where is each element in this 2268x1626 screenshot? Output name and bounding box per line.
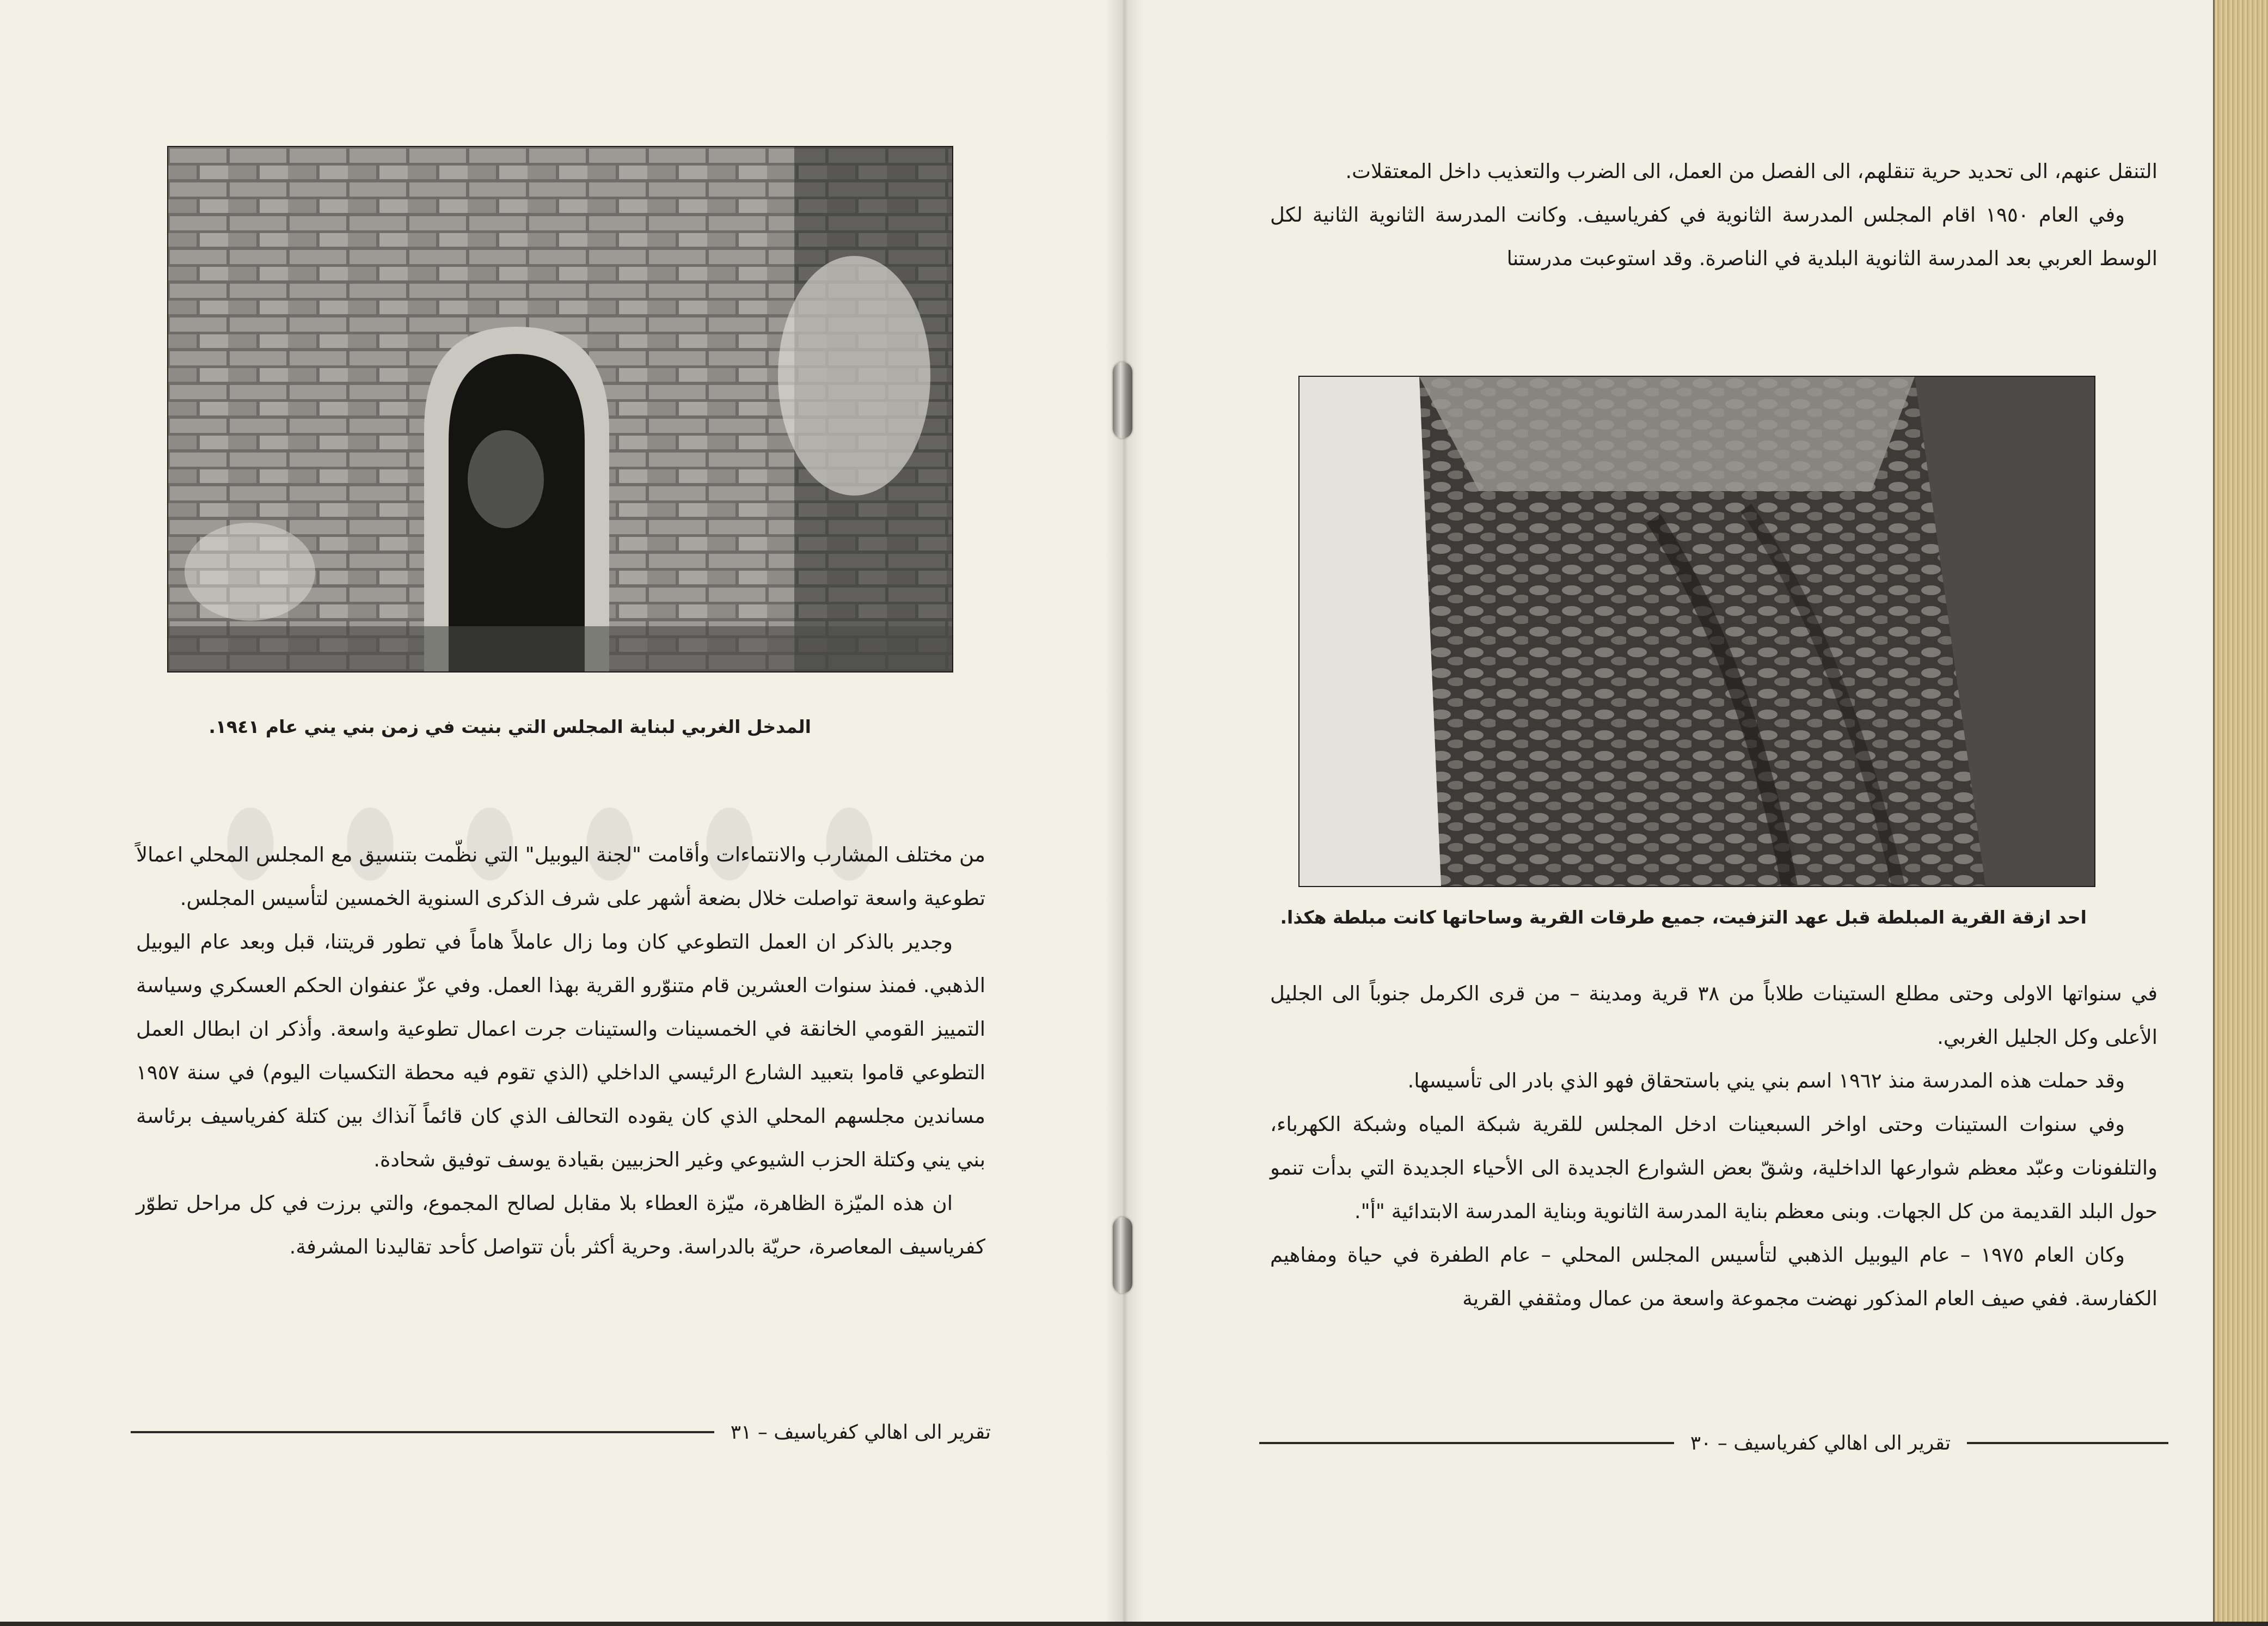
right-footer-rule-left xyxy=(1259,1442,1674,1444)
left-photo-caption: المدخل الغربي لبناية المجلس التي بنيت في زمن بني يني عام ١٩٤١. xyxy=(209,716,811,737)
left-paragraph-1: من مختلف المشارب والانتماءات وأقامت "لجنة اليوبيل" التي نظّمت بتنسيق مع المجلس المحلي اعمالاً تطوعية واسعة تواصلت خلال بضعة أشهر على شرف الذكرى السنوية الخمسين لتأسيس المجلس. xyxy=(136,843,985,910)
right-page-footer xyxy=(1259,1427,2168,1459)
left-footer-running-title: تقرير الى اهالي كفرياسيف – ٣١ xyxy=(730,1421,991,1444)
right-paragraph-5: وفي سنوات الستينات وحتى اواخر السبعينات ادخل المجلس للقرية شبكة المياه وشبكة الكهرباء، والتلفونات وعبّد معظم شوارعها الداخلية، وشقّ بعض الشوارع الجديدة الى الأحياء الجديدة التي بدأت تنمو حول البلد القديمة من كل الجهات. وبنى معظم بناية المدرسة الثانوية وبناية المدرسة الابتدائية "أ". xyxy=(1270,1112,2157,1223)
left-paragraph-3: ان هذه الميّزة الظاهرة، ميّزة العطاء بلا مقابل لصالح المجموع، والتي برزت في كل مراحل تطوّر كفرياسيف المعاصرة، حريّة بالدراسة. وحرية أكثر بأن تتواصل كأحد تقاليدنا المشرفة. xyxy=(136,1191,985,1258)
right-footer-rule-right xyxy=(1967,1442,2168,1444)
paved-alley-image xyxy=(1299,377,2094,886)
right-paragraph-6: وكان العام ١٩٧٥ – عام اليوبيل الذهبي لتأسيس المجلس المحلي – عام الطفرة في حياة ومفاهيم الكفارسة. ففي صيف العام المذكور نهضت مجموعة واسعة من عمال ومثقفي القرية xyxy=(1270,1243,2157,1310)
right-page xyxy=(1123,0,2215,1626)
page-edge-stack xyxy=(2213,0,2268,1626)
right-paragraph-1: التنقل عنهم، الى تحديد حرية تنقلهم، الى الفصل من العمل، الى الضرب والتعذيب داخل المعتقلات. xyxy=(1345,160,2157,183)
right-paragraph-3: في سنواتها الاولى وحتى مطلع الستينات طلاباً من ٣٨ قرية ومدينة – من قرى الكرمل جنوباً الى الجليل الأعلى وكل الجليل الغربي. xyxy=(1270,982,2158,1049)
right-page-body-text-top xyxy=(1270,150,2157,280)
right-photo-caption: احد ازقة القرية المبلطة قبل عهد التزفيت، جميع طرقات القرية وساحاتها كانت مبلطة هكذا. xyxy=(1280,907,2087,928)
right-paragraph-2: وفي العام ١٩٥٠ اقام المجلس المدرسة الثانوية في كفرياسيف. وكانت المدرسة الثانوية الثانية لكل الوسط العربي بعد المدرسة الثانوية البلدية في الناصرة. وقد استوعبت مدرستنا xyxy=(1270,203,2157,270)
book-gutter xyxy=(1105,0,1143,1626)
left-page-photo-arched-entrance xyxy=(167,146,953,673)
right-page-body-text-bottom xyxy=(1270,972,2157,1321)
staple-top xyxy=(1113,362,1132,438)
left-footer-rule xyxy=(131,1431,714,1433)
right-footer-running-title: تقرير الى اهالي كفرياسيف – ٣٠ xyxy=(1690,1432,1951,1454)
left-paragraph-2: وجدير بالذكر ان العمل التطوعي كان وما زال عاملاً هاماً في تطور قريتنا، قبل وبعد عام اليوبيل الذهبي. فمنذ سنوات العشرين قام متنوّرو القرية بهذا العمل. وفي عزّ عنفوان الحكم العسكري وسياسة التمييز القومي الخانقة في الخمسينات والستينات جرت اعمال تطوعية واسعة. وأذكر ان ابطال العمل التطوعي قاموا بتعبيد الشارع الرئيسي الداخلي (الذي تقوم فيه محطة التكسيات اليوم) في سنة ١٩٥٧ مساندين مجلسهم المحلي الذي كان يقوده التحالف الذي كان قائماً آنذاك بين كتلة كفرياسيف برئاسة بني يني وكتلة الحزب الشيوعي وغير الحزبيين بقيادة يوسف توفيق شحادة. xyxy=(136,930,985,1171)
left-page-footer xyxy=(131,1416,991,1448)
right-page-photo-paved-alley xyxy=(1298,376,2095,887)
right-paragraph-4: وقد حملت هذه المدرسة منذ ١٩٦٢ اسم بني يني باستحقاق فهو الذي بادر الى تأسيسها. xyxy=(1407,1069,2125,1092)
scan-border-bottom xyxy=(0,1622,2268,1626)
left-page-body-text xyxy=(136,833,985,1269)
staple-bottom xyxy=(1113,1217,1132,1293)
left-page xyxy=(0,0,1123,1626)
stone-wall-arch-image xyxy=(168,147,952,671)
